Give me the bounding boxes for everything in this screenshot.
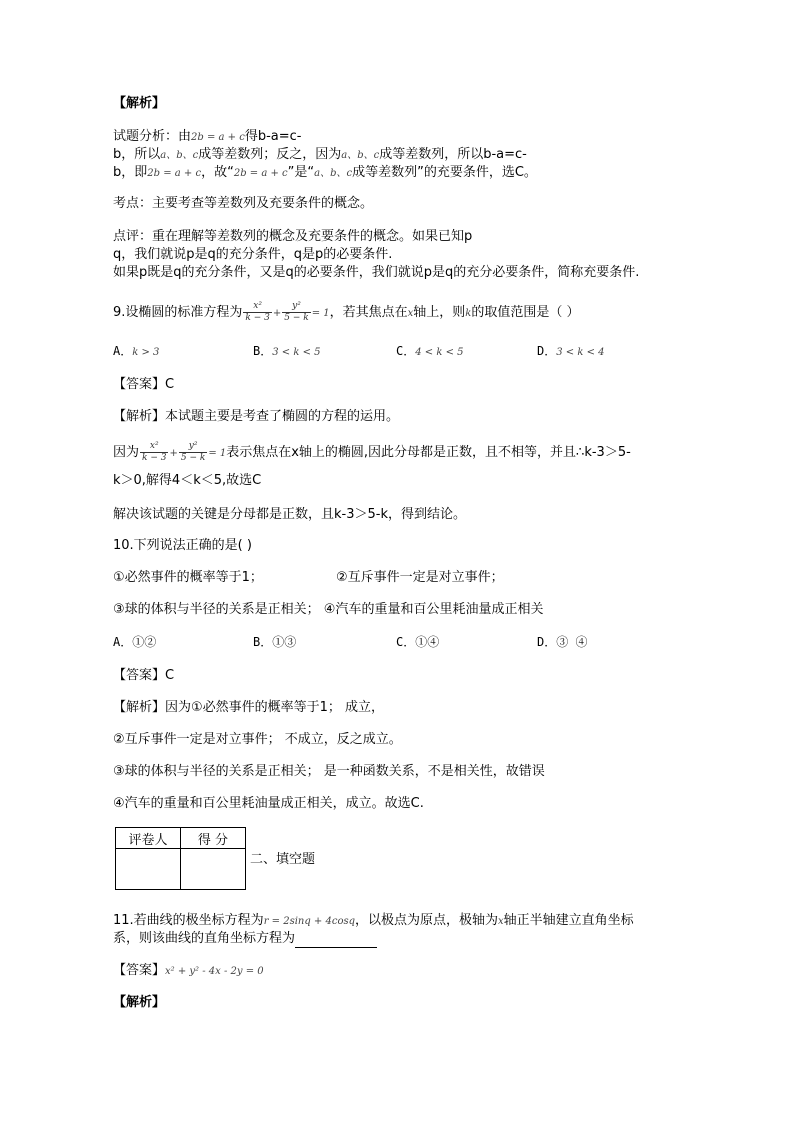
math-abc: a、b、c (341, 150, 380, 161)
q9-analysis: 【解析】本试题主要是考查了椭圆的方程的运用。 (113, 409, 400, 424)
q10-stem: 10.下列说法正确的是( ) (113, 538, 252, 553)
q10-statement-3-4: ③球的体积与半径的关系是正相关； ④汽车的重量和百公里耗油量成正相关 (113, 602, 544, 617)
math-answer-equation: x² + y² - 4x - 2y = 0 (165, 966, 264, 977)
score-cell (181, 849, 246, 890)
q10-statement-2: ②互斥事件一定是对立事件； (336, 570, 504, 585)
q11-stem-line-1: 11.若曲线的极坐标方程为r = 2sinq + 4cosq，以极点为原点，极轴为x轴正半轴建立直角坐标 (113, 913, 634, 928)
q11-answer: 【答案】x² + y² - 4x - 2y = 0 (113, 963, 264, 978)
math-abc: a、b、c (160, 150, 199, 161)
q9-option-d: D．3 < k < 4 (537, 344, 605, 358)
q9-stem: 9.设椭圆的标准方程为 $\frac{\text{x²}}{k - 3}$ + $\frac{\text{y²}}{5 - k}$ = 1，若其焦点在x轴上，则k的取值范围是（ ） (113, 301, 580, 323)
kaodian-text: 考点：主要考查等差数列及充要条件的概念。 (113, 196, 374, 211)
q9-option-c: C．4 < k < 5 (396, 344, 464, 358)
dianping-line-2: q，我们就说p是q的充分条件，q是p的必要条件. (113, 247, 393, 262)
q10-option-b: B．①③ (253, 635, 297, 649)
grader-header: 评卷人 (116, 828, 181, 849)
math-2b-eq: 2b = a + c (233, 168, 288, 179)
q10-analysis-1: 【解析】因为①必然事件的概率等于1； 成立， (113, 700, 385, 715)
fraction-x2: $\frac{\text{x²}}{k - 3}$ (245, 301, 270, 323)
answer-blank (295, 933, 377, 948)
math-polar-equation: r = 2sinq + 4cosq (263, 916, 355, 927)
q10-option-d: D．③ ④ (537, 635, 588, 649)
grader-cell (116, 849, 181, 890)
math-abc: a、b、c (314, 168, 353, 179)
q11-analysis-heading: 【解析】 (113, 995, 166, 1010)
q9-option-b: B．3 < k < 5 (253, 344, 321, 358)
math-2b-eq: 2b = a + c (191, 132, 245, 143)
q10-analysis-2: ②互斥事件一定是对立事件； 不成立，反之成立。 (113, 732, 402, 747)
fraction-y2: $\frac{\text{y²}}{5 - k}$ (284, 301, 309, 323)
section-title-fill-in: 二、填空题 (250, 852, 316, 867)
q9-answer: 【答案】C (113, 377, 175, 392)
fraction-y2: $\frac{\text{y²}}{5 - k}$ (180, 441, 206, 463)
q9-because-line-2: k＞0,解得4＜k＜5,故选C (113, 473, 262, 488)
q10-option-c: C．①④ (396, 635, 440, 649)
score-table (115, 827, 246, 890)
q10-statement-1: ①必然事件的概率等于1； (113, 570, 263, 585)
q11-stem-line-2: 系，则该曲线的直角坐标方程为 (113, 930, 377, 948)
analysis-line-1: 试题分析：由2b = a + c得b-a=c- (113, 129, 302, 144)
dianping-line-1: 点评：重在理解等差数列的概念及充要条件的概念。如果已知p (113, 229, 473, 244)
dianping-line-3: 如果p既是q的充分条件，又是q的必要条件，我们就说p是q的充分必要条件，简称充要条件. (113, 265, 640, 280)
score-header: 得 分 (181, 828, 246, 849)
q10-analysis-3: ③球的体积与半径的关系是正相关； 是一种函数关系，不是相关性，故错误 (113, 764, 545, 779)
fraction-x2: $\frac{\text{x²}}{k - 3}$ (142, 441, 167, 463)
analysis-line-3: b，即2b = a + c，故“2b = a + c”是“a、b、c成等差数列”的充要条件，选C。 (113, 165, 537, 180)
analysis-line-2: b，所以a、b、c成等差数列；反之，因为a、b、c成等差数列，所以b-a=c- (113, 147, 527, 162)
math-2b-eq: 2b = a + c (147, 168, 202, 179)
q9-option-a: A．k > 3 (113, 344, 160, 358)
analysis-heading: 【解析】 (113, 96, 166, 111)
q9-key-point: 解决该试题的关键是分母都是正数，且k-3＞5-k，得到结论。 (113, 507, 466, 522)
q10-analysis-4: ④汽车的重量和百公里耗油量成正相关，成立。故选C. (113, 796, 424, 811)
q9-because-line-1: 因为 $\frac{\text{x²}}{k - 3}$ + $\frac{\text{y²}}{5 - k}$ = 1表示焦点在x轴上的椭圆,因此分母都是正数，且不相等，并且∴k-3＞5- (113, 441, 631, 463)
q10-answer: 【答案】C (113, 668, 175, 683)
q10-option-a: A．①② (113, 635, 157, 649)
